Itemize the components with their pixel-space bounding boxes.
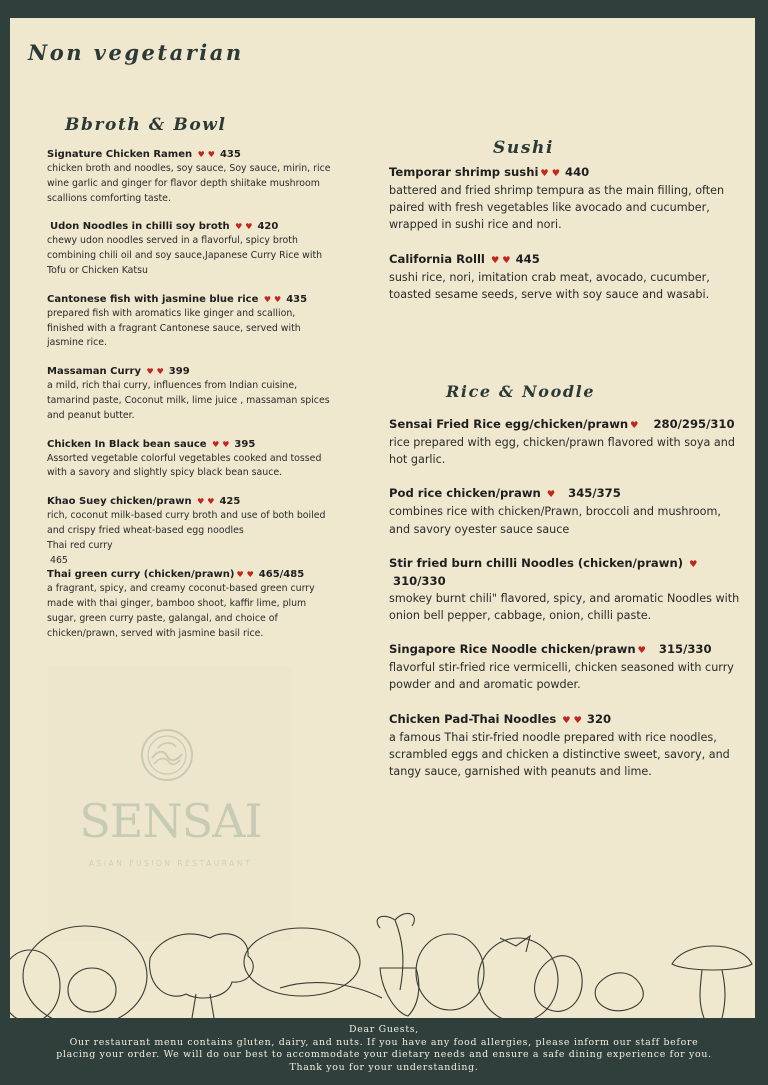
chili-pepper-icon — [197, 495, 202, 509]
page-title: Non vegetarian — [28, 40, 244, 65]
menu-item-massaman-curry — [47, 365, 332, 423]
dish-name: Chicken Pad-Thai Noodles — [389, 711, 557, 726]
chili-pepper-icon — [208, 148, 213, 162]
dish-price: 310/330 — [393, 573, 446, 588]
chili-pepper-icon — [630, 416, 636, 434]
dish-name: California Rolll — [389, 251, 485, 266]
dish-description: battered and fried shrimp tempura as the main filling, often paired with fresh vegetables like avocado and cucumber, wrapped in sushi rice and nori. — [389, 184, 725, 232]
dish-name: Cantonese fish with jasmine blue rice — [47, 293, 259, 305]
menu-item-california-roll — [389, 251, 741, 303]
dish-name: Pod rice chicken/prawn — [389, 486, 541, 501]
chili-pepper-icon — [247, 568, 252, 582]
menu-item-heading — [47, 438, 332, 452]
chili-pepper-icon — [245, 220, 250, 234]
dish-description: sushi rice, nori, imitation crab meat, avocado, cucumber, toasted sesame seeds, serve with soy sauce and wasabi. — [389, 270, 710, 301]
vegetable-illustration — [10, 898, 755, 1018]
dish-description: combines rice with chicken/Prawn, broccoli and mushroom, and savory oyester sauce sauce — [389, 505, 721, 536]
dish-description: a fragrant, spicy, and creamy coconut-based green curry made with thai ginger, bamboo shoot, kaffir lime, plum sugar, green curry paste, galangal, and choice of chicken/prawn, served with jasmine basil rice. — [47, 583, 315, 639]
dish-description: rich, coconut milk-based curry broth and use of both boiled and crispy fried wheat-based egg noodles — [47, 510, 326, 536]
menu-page — [10, 18, 755, 1018]
chili-pepper-icon — [146, 365, 151, 379]
dish-price: 425 — [219, 496, 241, 508]
menu-item-singapore-rice-noodle — [389, 641, 741, 693]
dish-extra-line: Thai red curry — [47, 539, 113, 551]
menu-item-cantonese-fish — [47, 293, 332, 351]
chili-pepper-icon — [207, 495, 212, 509]
chili-pepper-icon — [212, 438, 217, 452]
dish-price: 420 — [257, 221, 279, 233]
notice-greeting: Dear Guests, — [349, 1024, 419, 1035]
dish-description: chicken broth and noodles, soy sauce, Soy sauce, mirin, rice wine garlic and ginger for flavor depth shiitake mushroom scallions comforting taste. — [47, 163, 331, 204]
chili-pepper-icon — [157, 365, 162, 379]
menu-item-burnt-chilli-noodles — [389, 555, 741, 624]
dish-price: 315/330 — [658, 642, 712, 657]
dish-description: smokey burnt chili" flavored, spicy, and aromatic Noodles with onion bell pepper, cabbage, onion, chilli paste. — [389, 591, 740, 623]
radish-icon — [380, 968, 419, 1016]
tomato-icon — [478, 938, 558, 1018]
dish-price: 399 — [168, 366, 190, 378]
dish-price: 435 — [286, 293, 308, 305]
dish-price: 445 — [515, 251, 540, 266]
chili-pepper-icon — [235, 220, 240, 234]
dish-description: a mild, rich thai curry, influences from Indian cuisine, tamarind paste, Coconut milk, lime juice , massaman spices and peanut butter. — [47, 380, 330, 421]
menu-item-heading — [47, 220, 332, 234]
dish-price: 465/485 — [258, 569, 305, 581]
mushroom-icon — [672, 946, 752, 970]
section-title-sushi: Sushi — [493, 138, 555, 158]
allergy-notice — [0, 1018, 768, 1085]
broccoli-icon — [150, 934, 254, 998]
chili-pepper-icon — [274, 293, 279, 307]
menu-item-chicken-pad-thai — [389, 711, 741, 781]
avocado-pit-icon — [68, 968, 116, 1012]
chili-pepper-icon — [562, 711, 568, 729]
chili-pepper-icon — [547, 485, 553, 503]
dish-name: Stir fried burn chilli Noodles (chicken/prawn) — [389, 555, 684, 570]
menu-item-heading — [389, 485, 741, 503]
chili-pepper-icon — [236, 568, 241, 582]
menu-item-thai-green-curry — [47, 568, 332, 641]
menu-item-signature-chicken-ramen — [47, 148, 332, 206]
menu-item-khao-suey — [47, 495, 332, 568]
dish-name: Thai green curry (chicken/prawn) — [47, 569, 235, 581]
dish-name: Temporar shrimp sushi — [389, 165, 539, 179]
chili-pepper-icon — [689, 555, 695, 573]
dish-description: Assorted vegetable colorful vegetables cooked and tossed with a savory and slightly spicy black bean sauce. — [47, 452, 322, 479]
dish-name: Massaman Curry — [47, 366, 141, 378]
menu-item-heading — [47, 365, 332, 379]
logo-subtitle: ASIAN FUSION RESTAURANT — [89, 859, 252, 868]
logo-wordmark: SENSAI — [79, 794, 262, 848]
chilli-icon — [595, 973, 643, 1011]
section-title-broth-bowl: Bbroth & Bowl — [65, 115, 227, 135]
dish-description: flavorful stir-fried rice vermicelli, chicken seasoned with curry powder and and aromatic powder. — [389, 661, 734, 692]
dish-price: 440 — [565, 165, 590, 179]
radish-leaves-icon — [377, 913, 414, 990]
chili-pepper-icon — [638, 641, 644, 659]
dish-description: rice prepared with egg, chicken/prawn flavored with soya and hot garlic. — [389, 436, 735, 467]
menu-item-heading — [47, 293, 332, 307]
menu-item-sensai-fried-rice — [389, 416, 741, 468]
dish-name: Khao Suey chicken/prawn — [47, 496, 192, 508]
broth-bowl-list — [47, 148, 332, 656]
menu-item-black-bean-chicken — [47, 438, 332, 482]
notice-closing: Thank you for your understanding. — [289, 1061, 479, 1073]
chili-pepper-icon — [222, 438, 227, 452]
dish-name: Udon Noodles in chilli soy broth — [50, 221, 230, 233]
sensai-emblem-icon — [140, 728, 194, 782]
menu-item-heading — [47, 148, 332, 162]
chili-pepper-icon — [502, 251, 508, 269]
menu-item-heading — [389, 416, 741, 434]
menu-item-heading — [389, 164, 741, 182]
avocado-icon — [23, 926, 147, 1018]
menu-item-heading — [47, 568, 332, 582]
menu-item-heading — [47, 495, 332, 509]
dish-description: prepared fish with aromatics like ginger and scallion, finished with a fragrant Cantonese sauce, served with jasmine rice. — [47, 307, 301, 349]
dish-price: 280/295/310 — [653, 417, 735, 431]
dish-price: 435 — [219, 149, 241, 160]
dish-description: a famous Thai stir-fried noodle prepared with rice noodles, scrambled eggs and chicken a distinctive sweet, savory, and tangy sauce, garnished with peanuts and lime. — [389, 730, 730, 779]
dish-price: 395 — [234, 438, 256, 450]
dish-price: 320 — [586, 711, 612, 726]
potato-icon — [244, 928, 360, 996]
chili-pepper-icon — [540, 164, 546, 182]
chili-pepper-icon — [552, 164, 558, 182]
section-title-rice-noodle: Rice & Noodle — [446, 382, 596, 401]
menu-item-heading — [389, 555, 741, 590]
notice-line: placing your order. We will do our best to accommodate your dietary needs and ensure a safe dining experience for you. — [56, 1049, 712, 1060]
dish-name: Signature Chicken Ramen — [47, 149, 193, 160]
menu-item-tempura-shrimp-sushi — [389, 164, 741, 234]
chili-pepper-icon — [264, 293, 269, 307]
dish-extra-price: 465 — [50, 554, 68, 566]
menu-item-pod-rice — [389, 485, 741, 537]
dish-price: 345/375 — [568, 486, 621, 501]
chili-pepper-icon — [574, 711, 580, 729]
dish-name: Sensai Fried Rice egg/chicken/prawn — [389, 417, 629, 431]
chili-pepper-icon — [491, 251, 497, 269]
allergy-notice-text — [0, 1024, 768, 1074]
dish-name: Chicken In Black bean sauce — [47, 438, 207, 450]
rice-noodle-list — [389, 416, 741, 797]
menu-item-heading — [389, 641, 741, 659]
notice-line: Our restaurant menu contains gluten, dairy, and nuts. If you have any food allergies, please inform our staff before — [69, 1036, 699, 1048]
menu-item-udon-noodles — [47, 220, 332, 278]
chili-pepper-icon — [198, 148, 203, 162]
sushi-list — [389, 164, 741, 320]
menu-item-heading — [389, 711, 741, 729]
onion-icon — [416, 934, 484, 1010]
menu-item-heading — [389, 251, 741, 269]
dish-name: Singapore Rice Noodle chicken/prawn — [389, 642, 636, 657]
dish-description: chewy udon noodles served in a flavorful, spicy broth combining chili oil and soy sauce,Japanese Curry Rice with Tofu or Chicken Katsu — [47, 235, 323, 276]
